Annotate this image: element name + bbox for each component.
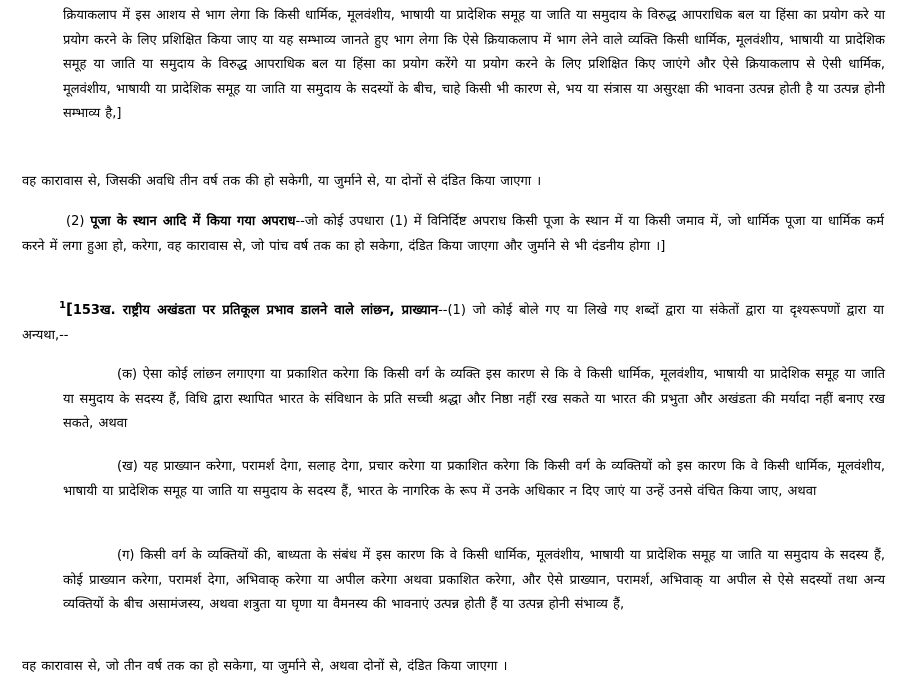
clause-text: --जो कोई उपधारा (1) में विनिर्दिष्ट अपराध किसी पूजा के स्थान में या किसी जमाव में, जो धार्मिक पूजा या धार्मिक कर्म करने में लगा हुआ हो, करेगा, वह कारावास से, जो पांच वर्ष तक का हो सकेगा, दंडित किया जाएगा और जुर्माने से भी दंडनीय होगा ।] (22, 214, 884, 254)
section-text: --(1) जो कोई बोले गए या लिखे गए शब्दों द्वारा या संकेतों द्वारा या दृश्यरूपणों द्वारा या अन्यथा,-- (22, 303, 884, 343)
clause-number: (2) (66, 214, 91, 229)
paragraph-continuation: क्रियाकलाप में इस आशय से भाग लेगा कि किसी धार्मिक, मूलवंशीय, भाषायी या प्रादेशिक समूह या जाति या समुदाय के विरुद्ध आपराधिक बल या हिंसा का प्रयोग करे या प्रयोग करने के लिए प्रशिक्षित किया जाए या यह सम्भाव्य जानते हुए भाग लेगा कि ऐसे क्रियाकलाप में भाग लेने वाले व्यक्ति किसी धार्मिक, मूलवंशीय, भाषायी या प्रादेशिक समूह या जाति या समुदाय के विरुद्ध आपराधिक बल या हिंसा का प्रयोग करेंगे या प्रयोग करने के लिए प्रशिक्षित किए जाएंगे और ऐसे क्रियाकलाप से ऐसी धार्मिक, मूलवंशीय, भाषायी या प्रादेशिक समूह या जाति या समुदाय के सदस्यों के बीच, चाहे किसी भी कारण से, भय या संत्रास या असुरक्षा की भावना उत्पन्न होती है या उत्पन्न होनी सम्भाव्य है,] (63, 8, 885, 121)
paragraph-clause-2 (22, 210, 884, 259)
footnote-marker: 1 (59, 300, 66, 311)
subclause-kha: (ख) यह प्राख्यान करेगा, परामर्श देगा, सलाह देगा, प्रचार करेगा या प्रकाशित करेगा कि किसी वर्ग के व्यक्तियों को इस कारण कि वे किसी धार्मिक, मूलवंशीय, भाषायी या प्रादेशिक समूह या जाति या समुदाय के सदस्य हैं, भारत के नागरिक के रूप में उनके अधिकार न दिए जाएं या उन्हें उनसे वंचित किया जाए, अथवा (63, 459, 885, 499)
subclause-ga: (ग) किसी वर्ग के व्यक्तियों की, बाध्यता के संबंध में इस कारण कि वे किसी धार्मिक, मूलवंशीय, भाषायी या प्रादेशिक समूह या जाति या समुदाय के सदस्य हैं, कोई प्राख्यान करेगा, परामर्श देगा, अभिवाक् करेगा या अपील करेगा अथवा प्रकाशित करेगा, और ऐसे प्राख्यान, परामर्श, अभिवाक् या अपील से ऐसे सदस्यों तथा अन्य व्यक्तियों के बीच असामंजस्य, अथवा शत्रुता या घृणा या वैमनस्य की भावनाएं उत्पन्न होती हैं या उत्पन्न होनी संभाव्य हैं, (63, 548, 885, 612)
clause-heading: पूजा के स्थान आदि में किया गया अपराध (90, 214, 296, 229)
subclause-ka: (क) ऐसा कोई लांछन लगाएगा या प्रकाशित करेगा कि किसी वर्ग के व्यक्ति इस कारण से कि वे किसी धार्मिक, मूलवंशीय, भाषायी या प्रादेशिक समूह या जाति या समुदाय के सदस्य हैं, विधि द्वारा स्थापित भारत के संविधान के प्रति सच्ची श्रद्धा और निष्ठा नहीं रख सकते या भारत की प्रभुता और अखंडता की मर्यादा नहीं बनाए रख सकते, अथवा (63, 367, 886, 431)
paragraph-section-153b (22, 297, 884, 348)
paragraph-punishment-1: वह कारावास से, जिसकी अवधि तीन वर्ष तक की हो सकेगी, या जुर्माने से, या दोनों से दंडित किया जाएगा । (22, 174, 542, 189)
section-heading: 153ख. राष्ट्रीय अखंडता पर प्रतिकूल प्रभाव डालने वाले लांछन, प्राख्यान (72, 303, 439, 318)
opening-bracket: [ (65, 300, 73, 318)
paragraph-punishment-2: वह कारावास से, जो तीन वर्ष तक का हो सकेगा, या जुर्माने से, अथवा दोनों से, दंडित किया जाएगा । (22, 659, 508, 674)
